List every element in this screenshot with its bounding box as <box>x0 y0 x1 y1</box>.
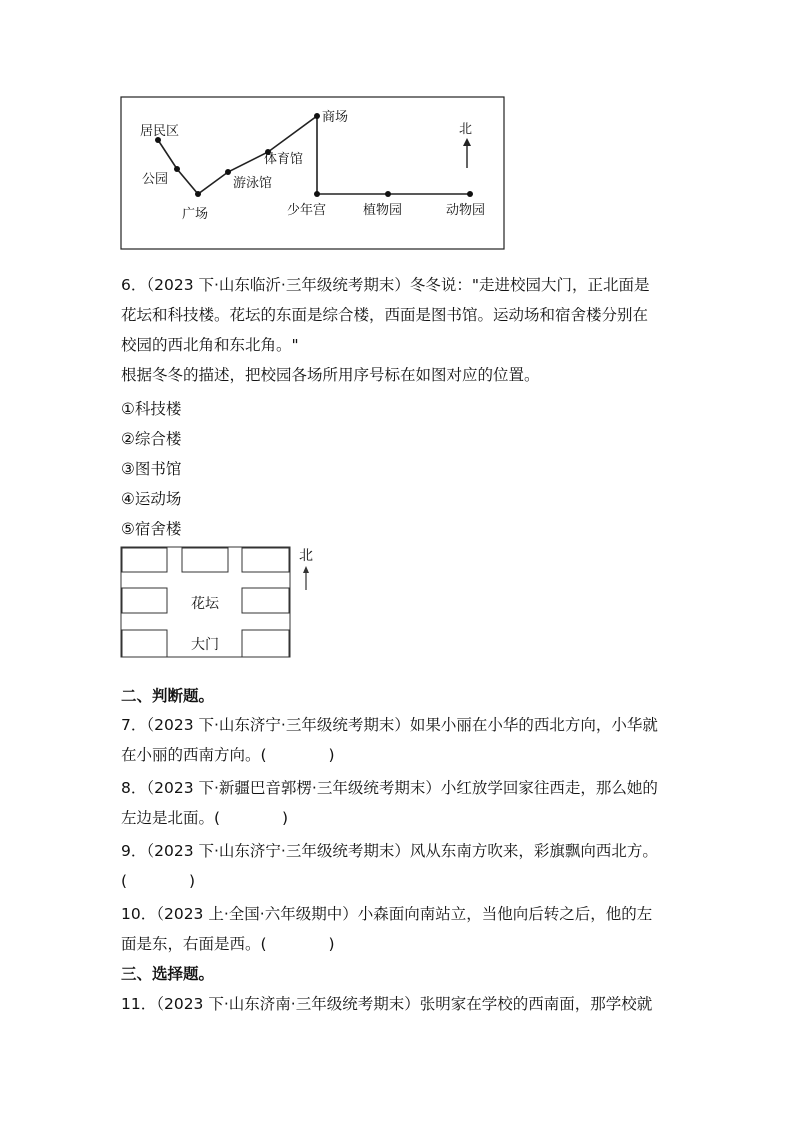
label-dongwuyuan: 动物园 <box>446 203 486 218</box>
label-shaoniangong: 少年宫 <box>287 203 327 218</box>
campus-north-label: 北 <box>299 548 313 564</box>
q9-line2: ( ) <box>121 872 196 890</box>
slot-ne <box>242 548 289 572</box>
slot-w <box>122 588 167 613</box>
north-arrowhead-icon <box>463 138 471 146</box>
flowerbed-label: 花坛 <box>191 596 219 612</box>
q11-line1: 11．（2023 下·山东济南·三年级统考期末）张明家在学校的西南面，那学校就 <box>121 995 653 1013</box>
label-juminqu: 居民区 <box>140 124 180 139</box>
option-5: ⑤宿舍楼 <box>121 520 182 538</box>
label-youyongguan: 游泳馆 <box>233 176 273 191</box>
q6-line3: 校园的西北角和东北角。" <box>121 336 299 354</box>
label-zhiwuyuan: 植物园 <box>363 203 403 218</box>
q9-line1: 9．（2023 下·山东济宁·三年级统考期末）风从东南方吹来，彩旗飘向西北方。 <box>121 842 658 860</box>
q8-line1: 8．（2023 下·新疆巴音郭楞·三年级统考期末）小红放学回家往西走，那么她的 <box>121 779 658 797</box>
option-4: ④运动场 <box>121 490 182 508</box>
dot-shangchang <box>314 113 320 119</box>
route-map <box>120 96 506 251</box>
slot-sw <box>122 630 167 657</box>
dot-youyongguan <box>225 169 231 175</box>
dot-gongyuan <box>174 166 180 172</box>
option-3: ③图书馆 <box>121 460 182 478</box>
slot-n <box>182 548 228 572</box>
section3-heading: 三、选择题。 <box>121 965 215 983</box>
campus-north-arrowhead-icon <box>303 566 309 573</box>
q7-line2: 在小丽的西南方向。( ) <box>121 746 335 764</box>
dot-shaoniangong <box>314 191 320 197</box>
slot-se <box>242 630 289 657</box>
label-gongyuan: 公园 <box>142 172 169 187</box>
campus-map <box>120 546 320 660</box>
slot-nw <box>122 548 167 572</box>
label-shangchang: 商场 <box>322 110 349 125</box>
dot-zhiwuyuan <box>385 191 391 197</box>
q6-instruction: 根据冬冬的描述，把校园各场所用序号标在如图对应的位置。 <box>121 366 540 384</box>
slot-e <box>242 588 289 613</box>
dot-dongwuyuan <box>467 191 473 197</box>
route-line <box>158 116 473 194</box>
q8-line2: 左边是北面。( ) <box>121 809 289 827</box>
q10-line1: 10．（2023 上·全国·六年级期中）小森面向南站立，当他向后转之后，他的左 <box>121 905 653 923</box>
q10-line2: 面是东，右面是西。( ) <box>121 935 335 953</box>
dot-guangchang <box>195 191 201 197</box>
q6-line1: 6．（2023 下·山东临沂·三年级统考期末）冬冬说："走进校园大门，正北面是 <box>121 276 650 294</box>
label-tiyuguan: 体育馆 <box>264 152 304 167</box>
q7-line1: 7．（2023 下·山东济宁·三年级统考期末）如果小丽在小华的西北方向，小华就 <box>121 716 658 734</box>
option-2: ②综合楼 <box>121 430 182 448</box>
option-1: ①科技楼 <box>121 400 182 418</box>
gate-label: 大门 <box>191 637 219 653</box>
label-guangchang: 广场 <box>182 207 209 222</box>
q6-line2: 花坛和科技楼。花坛的东面是综合楼，西面是图书馆。运动场和宿舍楼分别在 <box>121 306 649 324</box>
north-label: 北 <box>459 122 473 137</box>
section2-heading: 二、判断题。 <box>121 687 215 705</box>
